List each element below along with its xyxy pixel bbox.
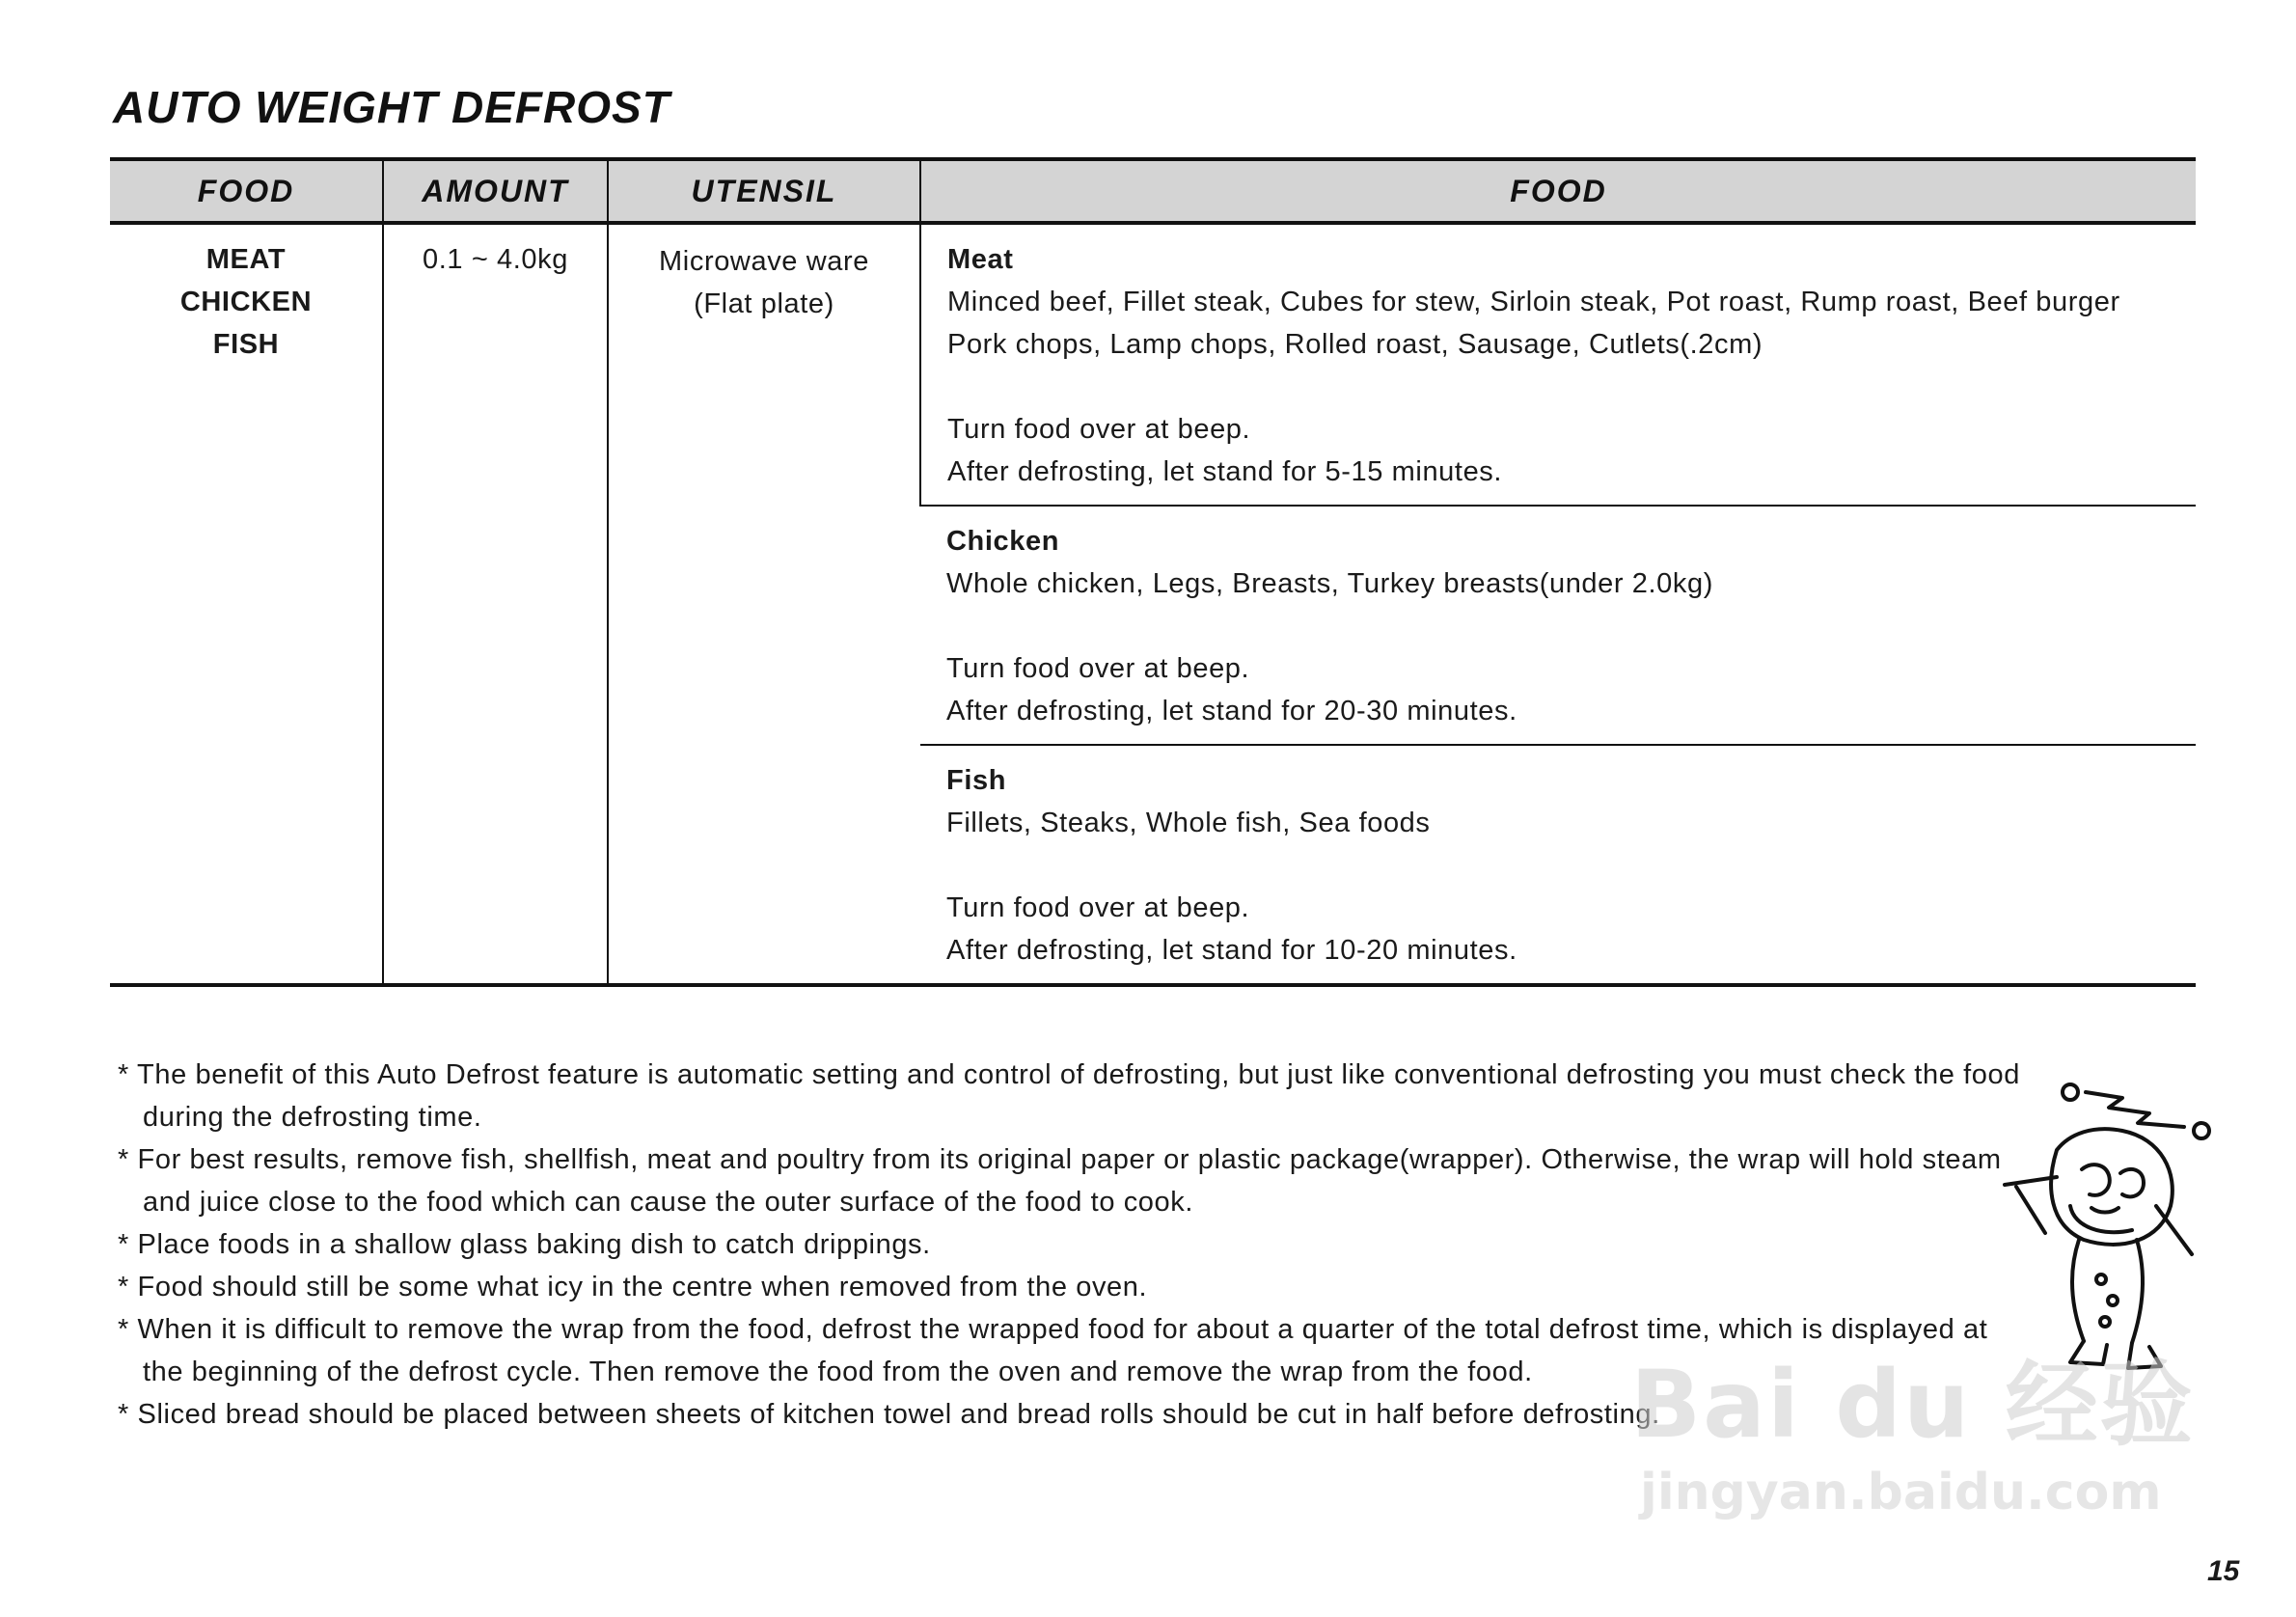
food-heading-fish: Fish bbox=[946, 765, 1007, 796]
note-item: * Food should still be some what icy in the centre when removed from the oven. bbox=[118, 1266, 2028, 1308]
utensil-cell bbox=[608, 223, 920, 985]
watermark-url: jingyan.baidu.com bbox=[1640, 1464, 2162, 1521]
instruction-line: After defrosting, let stand for 20-30 minutes. bbox=[946, 696, 1517, 726]
page-title: AUTO WEIGHT DEFROST bbox=[113, 82, 670, 132]
category-meat: MEAT bbox=[205, 244, 287, 275]
food-meat-cell bbox=[920, 223, 2196, 506]
page-number: 15 bbox=[2207, 1555, 2240, 1587]
amount-cell: 0.1 ~ 4.0kg bbox=[383, 223, 608, 985]
instruction-line: Turn food over at beep. bbox=[946, 653, 1250, 684]
note-item: * Sliced bread should be placed between sheets of kitchen towel and bread rolls should be cut in half before defrosting. bbox=[118, 1393, 2028, 1436]
instruction-line: After defrosting, let stand for 5-15 minutes. bbox=[947, 456, 1503, 487]
food-chicken-cell bbox=[920, 506, 2196, 745]
instruction-line: After defrosting, let stand for 10-20 minutes. bbox=[946, 935, 1517, 966]
note-item: * The benefit of this Auto Defrost feature is automatic setting and control of defrosting, but just like conventional defrosting you must check the food during the defrosting time. bbox=[118, 1054, 2028, 1138]
header-utensil: UTENSIL bbox=[608, 159, 920, 223]
header-food: FOOD bbox=[110, 159, 383, 223]
food-items-line: Fillets, Steaks, Whole fish, Sea foods bbox=[946, 808, 1431, 838]
category-cell bbox=[110, 223, 383, 985]
table-row bbox=[110, 223, 2196, 506]
food-heading-meat: Meat bbox=[947, 244, 1014, 275]
food-fish-cell bbox=[920, 745, 2196, 985]
food-items-line: Minced beef, Fillet steak, Cubes for stew, Sirloin steak, Pot roast, Rump roast, Beef burger bbox=[947, 287, 2120, 317]
defrost-table bbox=[110, 157, 2196, 987]
food-heading-chicken: Chicken bbox=[946, 526, 1060, 557]
note-item: * For best results, remove fish, shellfish, meat and poultry from its original paper or plastic package(wrapper). Otherwise, the wrap will hold steam and juice close to the food which can cause the outer surface of the food to cook. bbox=[118, 1138, 2028, 1223]
watermark-brand: Bai du 经验 bbox=[1630, 1351, 2195, 1459]
watermark bbox=[1630, 1331, 2195, 1521]
utensil-line: Microwave ware bbox=[659, 246, 869, 277]
utensil-line: (Flat plate) bbox=[694, 288, 834, 319]
note-item: * When it is difficult to remove the wrap from the food, defrost the wrapped food for about a quarter of the total defrost time, which is displayed at the beginning of the defrost cycle. Then remove the food from the oven and remove the wrap from the food. bbox=[118, 1308, 2028, 1393]
food-items-line: Pork chops, Lamp chops, Rolled roast, Sausage, Cutlets(.2cm) bbox=[947, 329, 1763, 360]
category-fish: FISH bbox=[212, 329, 280, 360]
instruction-line: Turn food over at beep. bbox=[946, 892, 1250, 923]
table-header-row bbox=[110, 159, 2196, 223]
food-items-line: Whole chicken, Legs, Breasts, Turkey breasts(under 2.0kg) bbox=[946, 568, 1713, 599]
header-food-details: FOOD bbox=[920, 159, 2196, 223]
category-chicken: CHICKEN bbox=[179, 287, 313, 317]
header-amount: AMOUNT bbox=[383, 159, 608, 223]
note-item: * Place foods in a shallow glass baking dish to catch drippings. bbox=[118, 1223, 2028, 1266]
instruction-line: Turn food over at beep. bbox=[947, 414, 1251, 445]
